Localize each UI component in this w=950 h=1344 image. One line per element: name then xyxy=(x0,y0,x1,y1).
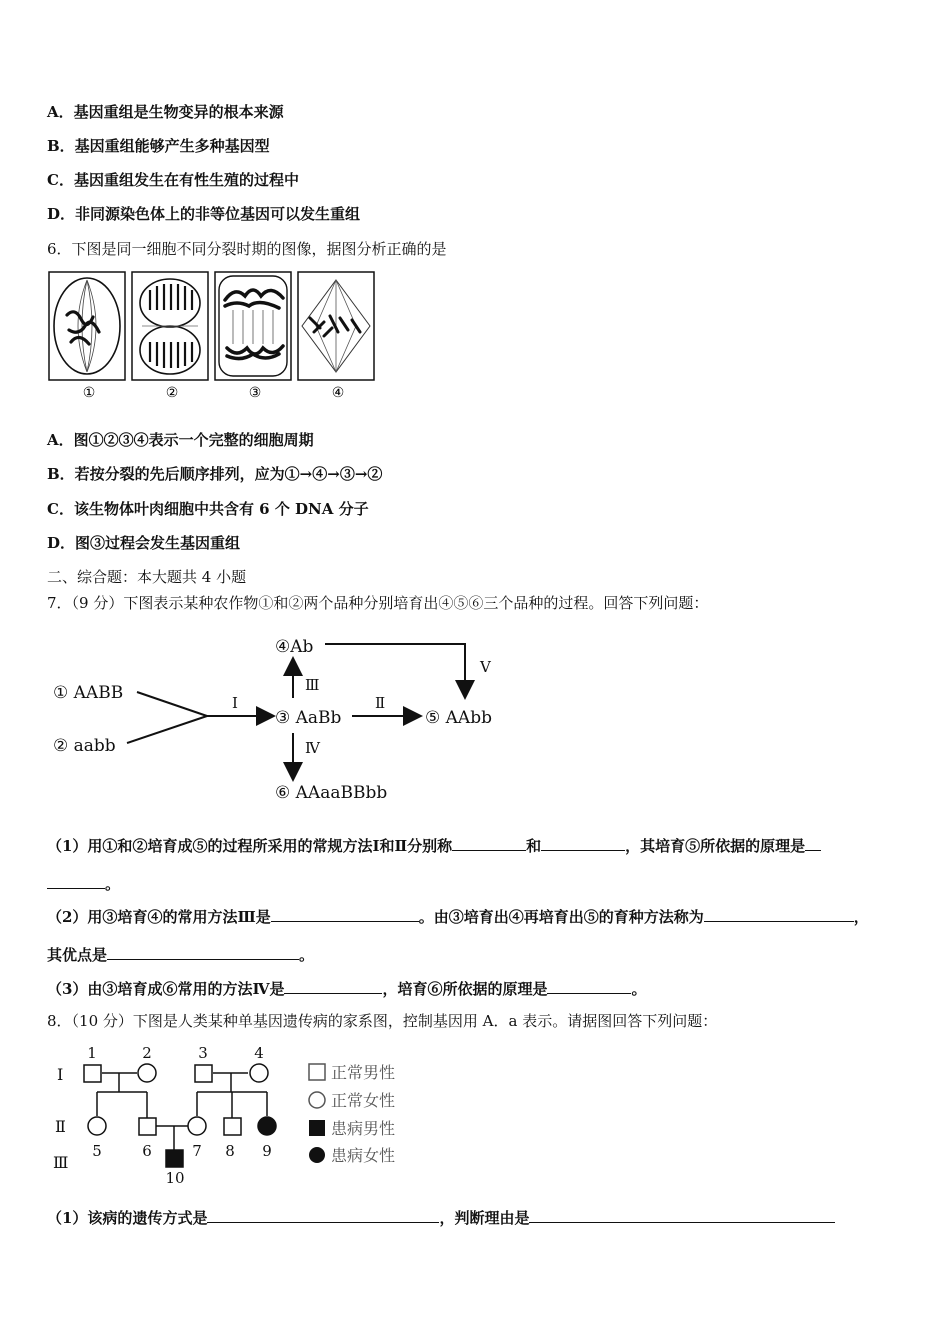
label-I: Ⅰ xyxy=(232,694,238,712)
node-2-aabb-recessive: ② aabb xyxy=(53,736,116,756)
q5-option-b: B．基因重组能够产生多种基因型 xyxy=(47,137,270,155)
id-1: 1 xyxy=(87,1044,97,1062)
q5-option-d: D．非同源染色体上的非等位基因可以发生重组 xyxy=(47,205,361,223)
q7-blank-1[interactable] xyxy=(452,834,526,851)
person-8-male xyxy=(224,1118,241,1135)
section-heading: 二、综合题：本大题共 4 小题 xyxy=(47,568,247,586)
q7-blank-2[interactable] xyxy=(541,834,625,851)
q7-blank-3a[interactable] xyxy=(805,834,821,851)
legend-affected-male: 患病男性 xyxy=(331,1119,396,1138)
id-10: 10 xyxy=(165,1169,185,1187)
person-2-female xyxy=(138,1064,156,1082)
q7-blank-6[interactable] xyxy=(107,943,299,960)
id-5: 5 xyxy=(92,1142,102,1160)
id-2: 2 xyxy=(142,1044,152,1062)
node-3-aabb-hybrid: ③ AaBb xyxy=(275,708,342,728)
fig-label-1: ① xyxy=(82,385,96,401)
q8-blank-1[interactable] xyxy=(207,1206,439,1223)
pedigree-chart xyxy=(47,1040,427,1190)
q8-stem: 8．（10 分）下图是人类某种单基因遗传病的家系图，控制基因用 A．a 表示。请据图回答下列问题： xyxy=(47,1012,718,1030)
cell-panel-1 xyxy=(49,272,125,380)
fig-label-2: ② xyxy=(165,385,179,401)
label-IV: Ⅳ xyxy=(305,739,320,757)
cell-panel-2 xyxy=(132,272,208,380)
breeding-diagram xyxy=(47,628,527,813)
q7-blank-5[interactable] xyxy=(704,905,854,922)
q5-option-c: C．基因重组发生在有性生殖的过程中 xyxy=(47,171,299,189)
person-9-affected-female xyxy=(258,1117,276,1135)
q7-part1-cont: 。 xyxy=(47,872,120,894)
person-10-affected-male xyxy=(166,1150,183,1167)
q7-blank-7[interactable] xyxy=(284,977,382,994)
q7-part2-cont: 其优点是 。 xyxy=(47,943,314,965)
legend-affected-female: 患病女性 xyxy=(331,1146,396,1165)
fig-label-4: ④ xyxy=(331,385,345,401)
person-3-male xyxy=(195,1065,212,1082)
cell-panel-4 xyxy=(298,272,374,380)
q7-stem: 7．（9 分）下图表示某种农作物①和②两个品种分别培育出④⑤⑥三个品种的过程。回答下列问题： xyxy=(47,594,709,612)
legend-normal-female: 正常女性 xyxy=(331,1091,396,1110)
label-III: Ⅲ xyxy=(305,676,320,694)
q7-blank-8[interactable] xyxy=(547,977,631,994)
id-8: 8 xyxy=(225,1142,235,1160)
q6-option-a: A．图①②③④表示一个完整的细胞周期 xyxy=(47,431,314,449)
legend-normal-male: 正常男性 xyxy=(331,1063,396,1082)
person-5-female xyxy=(88,1117,106,1135)
gen-label-1: Ⅰ xyxy=(57,1065,64,1084)
q7-part2: （2）用③培育④的常用方法Ⅲ是 。由③培育出④再培育出⑤的育种方法称为 ， xyxy=(47,905,869,927)
q7-blank-4[interactable] xyxy=(271,905,419,922)
q7-part1: （1）用①和②培育成⑤的过程所采用的常规方法Ⅰ和Ⅱ分别称 和 ，其培育⑤所依据的原理是 xyxy=(47,834,821,856)
pedigree-legend xyxy=(309,1063,395,1165)
label-II: Ⅱ xyxy=(375,694,386,712)
fig-label-3: ③ xyxy=(248,385,262,401)
id-3: 3 xyxy=(198,1044,208,1062)
person-1-male xyxy=(84,1065,101,1082)
q8-part1: （1）该病的遗传方式是 ，判断理由是 xyxy=(47,1206,835,1228)
gen-label-3: Ⅲ xyxy=(53,1153,69,1172)
q5-option-a: A．基因重组是生物变异的根本来源 xyxy=(47,103,284,121)
gen-label-2: Ⅱ xyxy=(55,1117,66,1136)
q7-blank-3b[interactable] xyxy=(47,872,105,889)
person-6-male xyxy=(139,1118,156,1135)
q6-option-c: C．该生物体叶肉细胞中共含有 6 个 DNA 分子 xyxy=(47,500,369,518)
node-1-aabb-dominant: ① AABB xyxy=(53,683,124,703)
label-V: Ⅴ xyxy=(480,658,491,676)
cell-division-figure xyxy=(47,270,377,405)
person-7-female xyxy=(188,1117,206,1135)
q6-stem: 6．下图是同一细胞不同分裂时期的图像，据图分析正确的是 xyxy=(47,240,447,258)
node-4-ab: ④Ab xyxy=(275,637,314,657)
q6-option-d: D．图③过程会发生基因重组 xyxy=(47,534,241,552)
q8-blank-2[interactable] xyxy=(529,1206,835,1223)
q6-option-b: B．若按分裂的先后顺序排列，应为①→④→③→② xyxy=(47,465,383,483)
cell-panel-3 xyxy=(215,272,291,380)
node-6-tetraploid: ⑥ AAaaBBbb xyxy=(275,783,388,803)
q7-part3: （3）由③培育成⑥常用的方法Ⅳ是 ，培育⑥所依据的原理是 。 xyxy=(47,977,647,999)
node-5-aabb: ⑤ AAbb xyxy=(425,708,492,728)
person-4-female xyxy=(250,1064,268,1082)
id-4: 4 xyxy=(254,1044,264,1062)
id-7: 7 xyxy=(192,1142,202,1160)
id-6: 6 xyxy=(142,1142,152,1160)
id-9: 9 xyxy=(262,1142,272,1160)
